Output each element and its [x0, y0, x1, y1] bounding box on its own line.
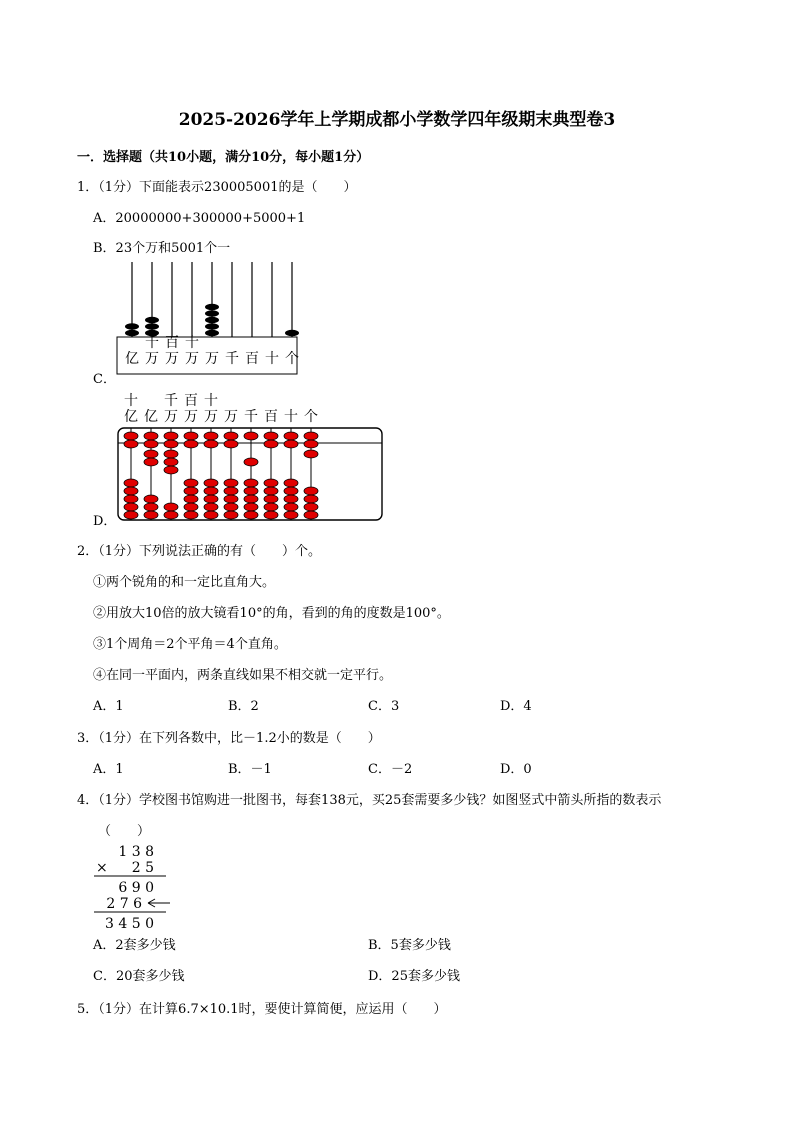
- abacus-d-bead: [164, 458, 178, 466]
- abacus-d-unit-label: 百: [184, 393, 198, 409]
- abacus-d-unit-label: 十: [124, 393, 138, 409]
- q2-statement-3: ③1个周角＝2个平角＝4个直角。: [93, 637, 287, 652]
- abacus-d-bead: [124, 479, 138, 487]
- q4-stem-blank: （ ）: [98, 824, 151, 839]
- abacus-d-bead: [164, 432, 178, 440]
- abacus-c-unit-label: 千: [145, 335, 159, 351]
- abacus-d-unit-label: 亿: [144, 409, 158, 425]
- q4-option-d[interactable]: D．25套多少钱: [368, 969, 460, 984]
- abacus-d-bead: [224, 503, 238, 511]
- q1-stem: 1．（1分）下面能表示230005001的是（ ）: [77, 180, 357, 195]
- abacus-d-bead: [164, 466, 178, 474]
- abacus-d-bead: [264, 432, 278, 440]
- abacus-d-bead: [144, 450, 158, 458]
- abacus-d-bead: [244, 479, 258, 487]
- abacus-d-bead: [184, 503, 198, 511]
- q4-option-c[interactable]: C．20套多少钱: [93, 969, 185, 984]
- abacus-d-unit-label: 万: [164, 409, 178, 425]
- q3-option-c[interactable]: C．－2: [368, 762, 413, 777]
- abacus-d-bead: [224, 487, 238, 495]
- abacus-c-bead: [205, 304, 219, 310]
- abacus-d-bead: [204, 479, 218, 487]
- abacus-c-bead: [205, 330, 219, 336]
- q1-option-d-label[interactable]: D．: [93, 514, 117, 529]
- abacus-d: [112, 388, 388, 524]
- q4-option-a[interactable]: A．2套多少钱: [93, 938, 176, 953]
- abacus-c-unit-label: 亿: [125, 351, 139, 367]
- abacus-d-bead: [204, 487, 218, 495]
- abacus-d-bead: [184, 432, 198, 440]
- abacus-d-bead: [284, 487, 298, 495]
- abacus-d-unit-label: 百: [264, 409, 278, 425]
- abacus-d-bead: [124, 440, 138, 448]
- abacus-d-bead: [164, 440, 178, 448]
- abacus-d-unit-label: 十: [284, 409, 298, 425]
- abacus-d-bead: [204, 495, 218, 503]
- abacus-d-bead: [144, 432, 158, 440]
- abacus-d-bead: [304, 503, 318, 511]
- abacus-d-unit-label: 千: [164, 393, 178, 409]
- abacus-c-unit-label: 十: [265, 351, 279, 367]
- q2-option-a[interactable]: A．1: [93, 699, 124, 714]
- abacus-d-bead: [244, 503, 258, 511]
- abacus-d-unit-label: 十: [204, 393, 218, 409]
- abacus-d-bead: [304, 450, 318, 458]
- abacus-d-bead: [244, 511, 258, 519]
- abacus-c-unit-label: 千: [225, 351, 239, 367]
- calc-partial-2: 2 7 6: [106, 896, 142, 912]
- q1-option-b[interactable]: B．23个万和5001个一: [93, 241, 231, 256]
- q1-option-c-label[interactable]: C．: [93, 372, 116, 387]
- abacus-d-bead: [264, 479, 278, 487]
- q2-option-d[interactable]: D．4: [500, 699, 532, 714]
- abacus-d-bead: [304, 511, 318, 519]
- abacus-d-bead: [284, 503, 298, 511]
- q3-option-b[interactable]: B．－1: [228, 762, 272, 777]
- abacus-d-bead: [224, 495, 238, 503]
- abacus-d-bead: [304, 440, 318, 448]
- calc-partial-1: 6 9 0: [118, 880, 154, 896]
- abacus-c: [110, 258, 310, 380]
- abacus-d-bead: [244, 458, 258, 466]
- abacus-d-bead: [204, 432, 218, 440]
- abacus-d-bead: [224, 440, 238, 448]
- q2-option-c[interactable]: C．3: [368, 699, 400, 714]
- q1-option-a[interactable]: A．20000000+300000+5000+1: [93, 211, 306, 226]
- abacus-c-bead: [145, 323, 159, 329]
- abacus-d-bead: [124, 432, 138, 440]
- abacus-c-unit-label: 十: [185, 335, 199, 351]
- abacus-d-bead: [204, 511, 218, 519]
- abacus-d-bead: [204, 503, 218, 511]
- abacus-d-bead: [144, 511, 158, 519]
- abacus-d-bead: [304, 432, 318, 440]
- abacus-d-bead: [144, 503, 158, 511]
- q3-stem: 3．（1分）在下列各数中，比－1.2小的数是（ ）: [77, 731, 381, 746]
- abacus-c-bead: [205, 317, 219, 323]
- q4-stem: 4．（1分）学校图书馆购进一批图书，每套138元，买25套需要多少钱？如图竖式中箭头所指的数表示: [77, 793, 662, 808]
- abacus-d-bead: [264, 487, 278, 495]
- abacus-c-unit-label: 万: [185, 351, 199, 367]
- abacus-d-bead: [184, 440, 198, 448]
- abacus-d-bead: [244, 487, 258, 495]
- q4-option-b[interactable]: B．5套多少钱: [368, 938, 451, 953]
- abacus-c-bead: [205, 310, 219, 316]
- abacus-d-bead: [184, 495, 198, 503]
- calc-multiplier: 2 5: [131, 860, 154, 876]
- abacus-d-bead: [124, 503, 138, 511]
- abacus-d-bead: [284, 511, 298, 519]
- abacus-d-bead: [264, 503, 278, 511]
- abacus-d-bead: [204, 440, 218, 448]
- abacus-d-bead: [124, 511, 138, 519]
- abacus-d-unit-label: 个: [304, 409, 318, 425]
- abacus-c-unit-label: 个: [285, 351, 299, 367]
- abacus-c-unit-label: 万: [205, 351, 219, 367]
- abacus-d-bead: [224, 511, 238, 519]
- abacus-d-bead: [164, 503, 178, 511]
- calc-multiplicand: 1 3 8: [118, 844, 154, 860]
- abacus-d-bead: [304, 487, 318, 495]
- abacus-c-unit-label: 百: [245, 351, 259, 367]
- q5-stem: 5．（1分）在计算6.7×10.1时，要使计算简便，应运用（ ）: [77, 1002, 447, 1017]
- arrow-icon: [148, 899, 170, 907]
- abacus-d-bead: [284, 495, 298, 503]
- abacus-d-bead: [264, 511, 278, 519]
- abacus-c-bead: [145, 317, 159, 323]
- abacus-c-bead: [285, 330, 299, 336]
- q2-statement-4: ④在同一平面内，两条直线如果不相交就一定平行。: [93, 668, 393, 683]
- abacus-d-bead: [184, 487, 198, 495]
- abacus-c-unit-label: 百: [165, 335, 179, 351]
- calc-product: 3 4 5 0: [105, 916, 154, 930]
- abacus-d-bead: [164, 450, 178, 458]
- abacus-d-bead: [264, 495, 278, 503]
- abacus-d-bead: [304, 495, 318, 503]
- abacus-d-unit-label: 万: [184, 409, 198, 425]
- abacus-c-unit-label: 万: [145, 351, 159, 367]
- abacus-d-unit-label: 万: [224, 409, 238, 425]
- calc-times-sign: ×: [96, 860, 108, 876]
- abacus-d-bead: [264, 440, 278, 448]
- vertical-multiplication: [88, 840, 188, 930]
- abacus-c-bead: [205, 323, 219, 329]
- abacus-d-bead: [284, 432, 298, 440]
- abacus-d-bead: [184, 479, 198, 487]
- q2-statement-1: ①两个锐角的和一定比直角大。: [93, 575, 276, 590]
- abacus-c-unit-label: 万: [165, 351, 179, 367]
- abacus-d-bead: [124, 495, 138, 503]
- q2-statement-2: ②用放大10倍的放大镜看10°的角，看到的角的度数是100°。: [93, 606, 450, 621]
- abacus-d-bead: [164, 511, 178, 519]
- abacus-d-bead: [224, 432, 238, 440]
- abacus-d-bead: [224, 479, 238, 487]
- q3-option-d[interactable]: D．0: [500, 762, 532, 777]
- section-heading: 一．选择题（共10小题，满分10分，每小题1分）: [77, 150, 370, 165]
- q2-stem: 2．（1分）下列说法正确的有（ ）个。: [77, 544, 322, 559]
- abacus-d-unit-label: 千: [244, 409, 258, 425]
- abacus-c-bead: [125, 323, 139, 329]
- page-title: 2025-2026学年上学期成都小学数学四年级期末典型卷3: [178, 110, 616, 130]
- abacus-c-bead: [125, 330, 139, 336]
- abacus-d-bead: [244, 432, 258, 440]
- q3-option-a[interactable]: A．1: [93, 762, 124, 777]
- abacus-d-unit-label: 亿: [124, 409, 138, 425]
- abacus-d-bead: [184, 511, 198, 519]
- abacus-d-unit-label: 万: [204, 409, 218, 425]
- abacus-d-bead: [144, 440, 158, 448]
- abacus-d-bead: [284, 479, 298, 487]
- abacus-d-bead: [144, 495, 158, 503]
- abacus-d-bead: [284, 440, 298, 448]
- q2-option-b[interactable]: B．2: [228, 699, 259, 714]
- abacus-d-bead: [244, 495, 258, 503]
- abacus-d-bead: [144, 458, 158, 466]
- abacus-d-bead: [124, 487, 138, 495]
